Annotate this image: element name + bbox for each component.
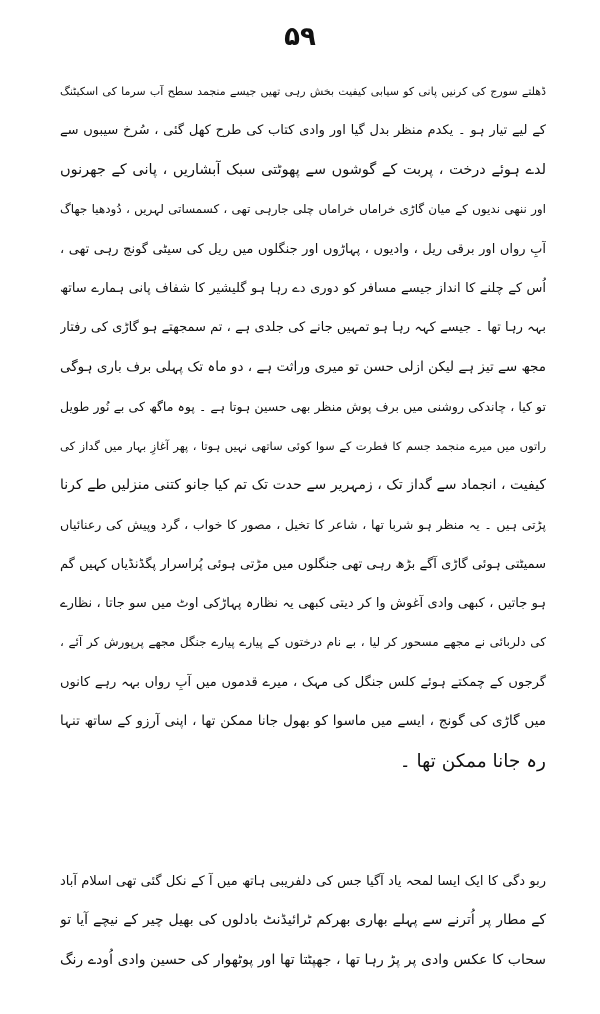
text-line: پڑتی ہیں ۔ یہ منظر ہو شربا تھا ، شاعر کا تخیل ، مصور کا خواب ، گرد وپیش کی رعنائیاں	[60, 517, 546, 533]
text-line: ہو جاتیں ، کبھی وادی آغوش وا کر دیتی کبھی یہ نظارہ پہاڑکی اوٹ میں سو جاتا ، نظارے	[60, 596, 546, 612]
text-line: میں گاڑی کی گونج ، ایسے میں ماسوا کو بھول جانا ممکن تھا ، اپنی آرزو کے ساتھ تنہا	[60, 713, 546, 730]
paragraph-2	[60, 862, 546, 980]
text-line: آبِ رواں اور برقی ریل ، وادیوں ، پہاڑوں اور جنگلوں میں ریل کی سیٹی گونج رہی تھی ،	[60, 241, 546, 257]
text-line: تو کیا ، چاندکی روشنی میں برف پوش منظر بھی حسین ہوتا ہے ۔ پوہ ماگھ کی بے نُور طویل	[60, 399, 546, 415]
text-line: ربو دگی کا ایک ایسا لمحہ یاد آگیا جس کی دلفریبی ہاتھ میں آ کے نکل گئی تھی اسلام آباد	[60, 874, 546, 889]
paragraph-1	[60, 72, 546, 781]
page-number: ۵۹	[284, 22, 316, 52]
text-line: رہ جانا ممکن تھا ۔	[399, 750, 546, 772]
text-line: کے مطار پر اُترنے سے پہلے بھاری بھرکم ٹرائیڈنٹ بادلوں کی بھیل چیر کے نیچے آیا تو	[60, 912, 546, 929]
text-line: اور ننھی ندیوں کے میان گاڑی خراماں خراماں چلی جارہی تھی ، کسمساتی لہریں ، دُودھیا جھاگ	[60, 202, 546, 217]
text-line: سمیٹتی ہوئی گاڑی آگے بڑھ رہی تھی جنگلوں میں مڑتی ہوئی پُراسرار پگڈنڈیاں کہیں گم	[60, 556, 546, 572]
text-line: اُس کے چلنے کا انداز جیسے مسافر کو دوری دے رہا ہو گلیشیر کا شفاف پانی ہمارے ساتھ	[60, 280, 546, 296]
text-line: لدے ہوئے درخت ، پربت کے گوشوں سے پھوٹتی سبک آبشاریں ، پانی کے جھرنوں	[60, 161, 546, 178]
text-line: ڈھلتے سورج کی کرنیں پانی کو سیابی کیفیت بخش رہی تھیں جیسے منجمد سطح آب سرما کی اسکیٹنگ	[60, 85, 546, 98]
text-line: سحاب کا عکس وادی پر پڑ رہا تھا ، جھپٹتا تھا اور پوٹھوار کی حسین وادی اُودے رنگ	[60, 951, 546, 968]
text-line: مجھ سے تیز ہے لیکن ازلی حسن تو میری وراثت ہے ، دو ماہ تک پہلی برف باری ہوگی	[60, 358, 546, 375]
text-line: بہہ رہا تھا ۔ جیسے کہہ رہا ہو تمہیں جانے کی جلدی ہے ، تم سمجھتے ہو گاڑی کی رفتار	[60, 320, 546, 336]
text-line: راتوں میں میرے منجمد جسم کا فطرت کے سوا کوئی ساتھی نہیں ہوتا ، پھر آغازِ بہار میں گداز کی	[60, 438, 546, 453]
text-line: کیفیت ، انجماد سے گداز تک ، زمہریر سے حدت تک تم کیا جانو کتنی منزلیں طے کرنا	[60, 476, 546, 493]
text-line: گرجوں کے چمکتے ہوئے کلس جنگل کی مہک ، میرے قدموں میں آبِ رواں بہہ رہے کانوں	[60, 674, 546, 690]
text-line: کے لیے تیار ہو ۔ یکدم منظر بدل گیا اور وادی کتاب کی طرح کھل گئی ، سُرخ سیبوں سے	[60, 123, 546, 139]
text-line: کی دلربائی نے مجھے مسحور کر لیا ، بے نام درختوں کے پیارے پیارے جنگل مجھے پرپورش کر آئے ،	[60, 635, 546, 650]
